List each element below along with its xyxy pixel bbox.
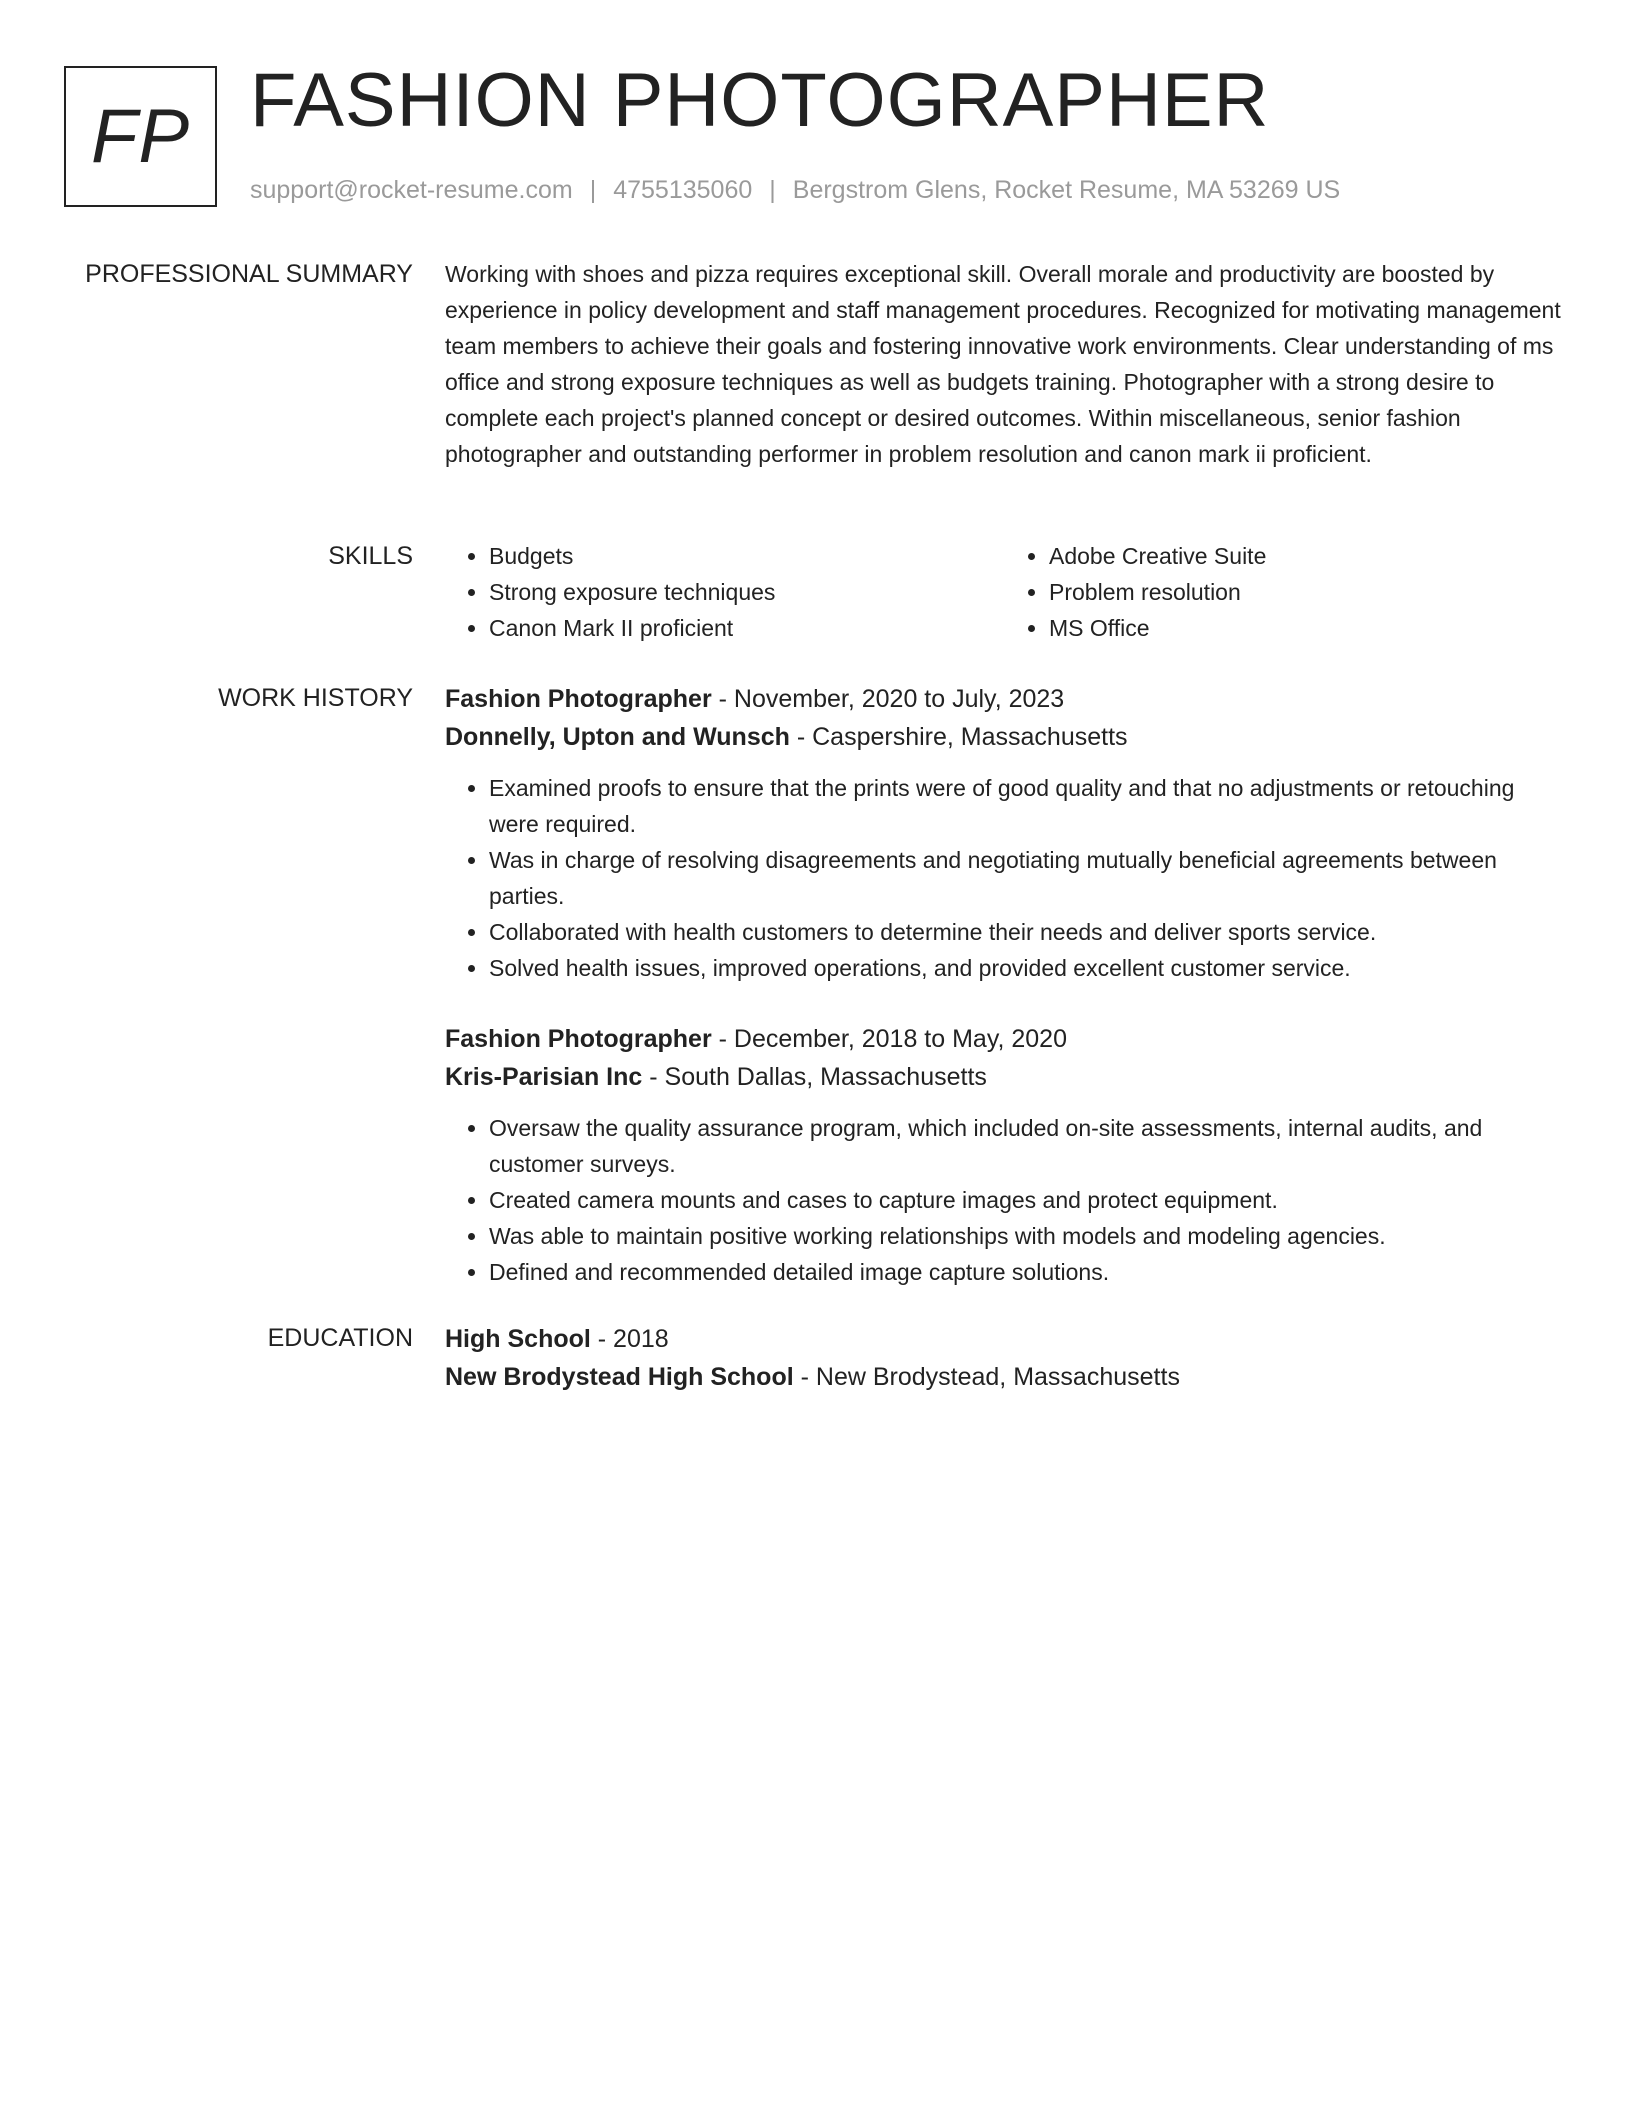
job-bullet: • Was able to maintain positive working relationships with models and modeling agencies. [489,1218,1565,1254]
resume-title: FASHION PHOTOGRAPHER [250,58,1270,143]
education-school: New Brodystead High School [445,1363,794,1391]
work-history-content [445,680,1565,1290]
contact-phone: 4755135060 [613,176,753,204]
job-bullet: • Collaborated with health customers to determine their needs and deliver sports service. [489,914,1565,950]
summary-content [445,256,1565,472]
contact-separator: | [589,176,597,204]
monogram-initials: FP [90,94,191,179]
job-title: Fashion Photographer [445,1025,712,1053]
job-company: Kris-Parisian Inc [445,1063,643,1091]
education-degree: High School [445,1325,591,1353]
job-bullets [445,770,1565,986]
skills-content [445,538,1565,646]
skills-list-left [445,538,1005,646]
job-bullet: • Oversaw the quality assurance program, which included on-site assessments, internal audits, and customer surveys. [489,1110,1565,1182]
monogram-box [64,66,217,207]
job-company-line [445,718,1565,756]
skill-item: • Strong exposure techniques [489,574,1005,610]
skill-item: • Canon Mark II proficient [489,610,1005,646]
job-entry [445,680,1565,986]
job-entry [445,1020,1565,1290]
job-bullet: • Examined proofs to ensure that the prints were of good quality and that no adjustments or retouching were required. [489,770,1565,842]
job-company-line [445,1058,1565,1096]
job-dates: - November, 2020 to July, 2023 [711,685,1065,713]
education-degree-line [445,1320,1565,1358]
education-content [445,1320,1565,1396]
work-history-heading: WORK HISTORY [218,684,413,712]
skill-item: • Problem resolution [1049,574,1565,610]
skills-list-right [1005,538,1565,646]
job-bullets [445,1110,1565,1290]
education-heading: EDUCATION [267,1324,413,1352]
job-bullet: • Created camera mounts and cases to capture images and protect equipment. [489,1182,1565,1218]
job-title: Fashion Photographer [445,685,712,713]
contact-line [250,174,1340,206]
job-dates: - December, 2018 to May, 2020 [711,1025,1067,1053]
job-location: - South Dallas, Massachusetts [642,1063,987,1091]
job-title-line [445,680,1565,718]
job-location: - Caspershire, Massachusetts [789,723,1128,751]
education-location: - New Brodystead, Massachusetts [793,1363,1180,1391]
contact-email: support@rocket-resume.com [250,176,573,204]
job-bullet: • Defined and recommended detailed image capture solutions. [489,1254,1565,1290]
job-title-line [445,1020,1565,1058]
skill-item: • MS Office [1049,610,1565,646]
contact-address: Bergstrom Glens, Rocket Resume, MA 53269 US [792,176,1341,204]
skill-item: • Adobe Creative Suite [1049,538,1565,574]
skill-item: • Budgets [489,538,1005,574]
job-bullet: • Solved health issues, improved operations, and provided excellent customer service. [489,950,1565,986]
job-company: Donnelly, Upton and Wunsch [445,723,790,751]
education-school-line [445,1358,1565,1396]
summary-heading: PROFESSIONAL SUMMARY [85,260,413,288]
skills-heading: SKILLS [328,542,413,570]
job-bullet: • Was in charge of resolving disagreements and negotiating mutually beneficial agreements between parties. [489,842,1565,914]
contact-separator: | [769,176,776,204]
summary-text: Working with shoes and pizza requires exceptional skill. Overall morale and productivity are boosted by experience in policy development and staff management procedures. Recognized for motivating management team members to achieve their goals and fostering innovative work environments. Clear understanding of ms office and strong exposure techniques as well as budgets training. Photographer with a strong desire to complete each project's planned concept or desired outcomes. Within miscellaneous, senior fashion photographer and outstanding performer in problem resolution and canon mark ii proficient. [445,261,1561,467]
education-year: - 2018 [590,1325,669,1353]
